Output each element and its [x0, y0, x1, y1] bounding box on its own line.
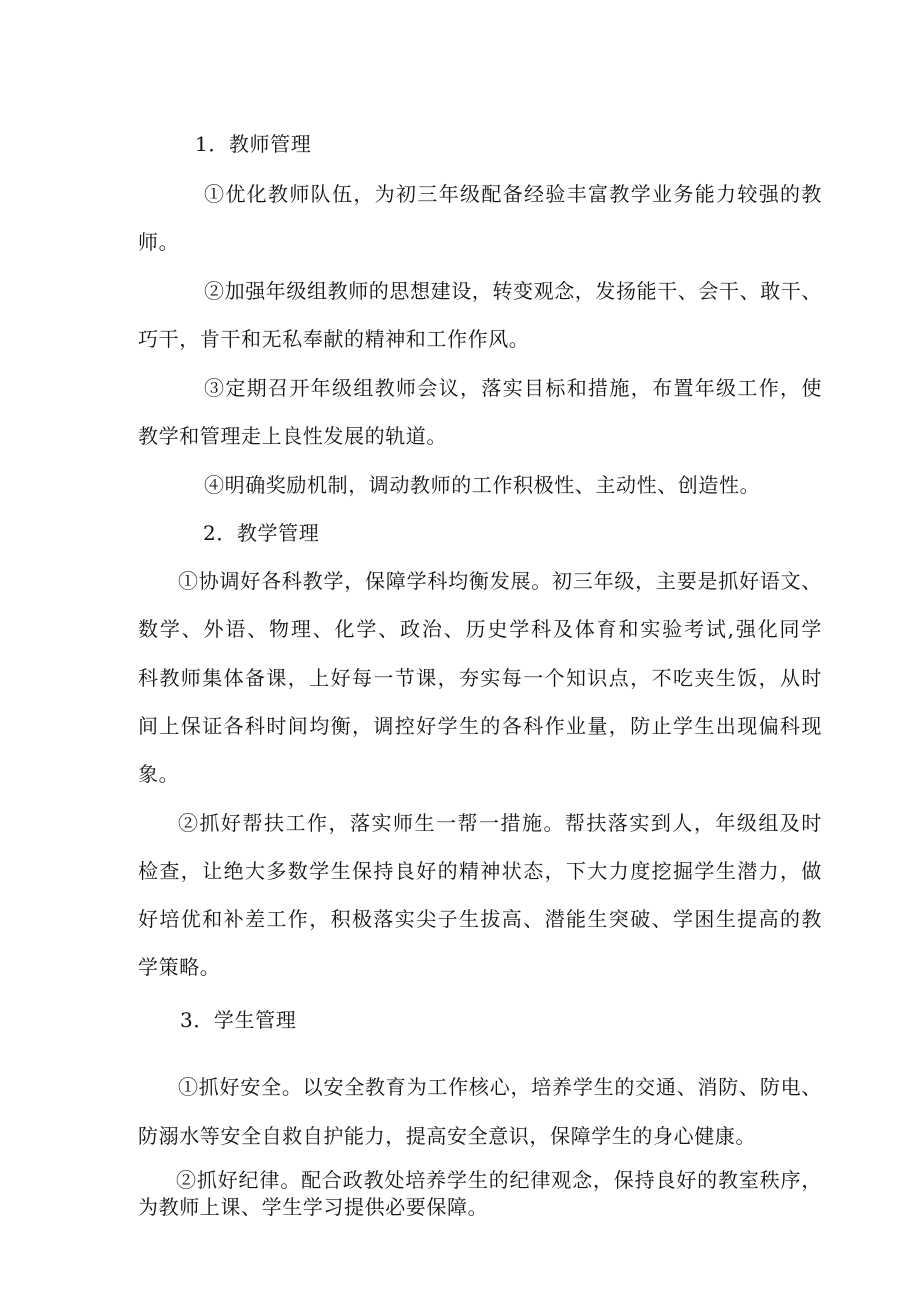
paragraph-line: ②加强年级组教师的思想建设，转变观念，发扬能干、会干、敢干、: [204, 279, 822, 303]
paragraph-line: ①协调好各科教学，保障学科均衡发展。初三年级，主要是抓好语文、: [178, 569, 822, 593]
paragraph-line: ①优化教师队伍，为初三年级配备经验丰富教学业务能力较强的教: [204, 182, 822, 206]
paragraph-line: ②抓好帮扶工作，落实师生一帮一措施。帮扶落实到人，年级组及时: [178, 811, 822, 835]
paragraph-line: 教学和管理走上良性发展的轨道。: [138, 424, 447, 448]
paragraph-line: 数学、外语、物理、化学、政治、历史学科及体育和实验考试,强化同学: [138, 617, 822, 641]
section-heading-student-management: 3．学生管理: [180, 1008, 297, 1032]
paragraph-line: ③定期召开年级组教师会议，落实目标和措施，布置年级工作，使: [204, 376, 822, 400]
paragraph-line: ①抓好安全。以安全教育为工作核心，培养学生的交通、消防、防电、: [178, 1075, 822, 1099]
paragraph-line: 检查，让绝大多数学生保持良好的精神状态，下大力度挖掘学生潜力，做: [138, 859, 822, 883]
paragraph-line: 防溺水等安全自救自护能力，提高安全意识，保障学生的身心健康。: [138, 1124, 756, 1148]
paragraph-line: 为教师上课、学生学习提供必要保障。: [138, 1195, 489, 1219]
section-heading-teacher-management: 1．教师管理: [195, 132, 312, 156]
paragraph-line: 间上保证各科时间均衡，调控好学生的各科作业量，防止学生出现偏科现: [138, 714, 822, 738]
paragraph-line: 象。: [138, 762, 180, 786]
paragraph-line: ②抓好纪律。配合政教处培养学生的纪律观念，保持良好的教室秩序，: [176, 1168, 822, 1192]
paragraph-line: 师。: [138, 230, 180, 254]
paragraph-line: 巧干，肯干和无私奉献的精神和工作作风。: [138, 327, 530, 351]
paragraph-line: 科教师集体备课，上好每一节课，夯实每一个知识点，不吃夹生饭，从时: [138, 666, 822, 690]
section-heading-teaching-management: 2．教学管理: [203, 521, 320, 545]
paragraph-line: 好培优和补差工作，积极落实尖子生拔高、潜能生突破、学困生提高的教: [138, 907, 822, 931]
paragraph-line: 学策略。: [138, 955, 221, 979]
paragraph-line: ④明确奖励机制，调动教师的工作积极性、主动性、创造性。: [204, 473, 761, 497]
